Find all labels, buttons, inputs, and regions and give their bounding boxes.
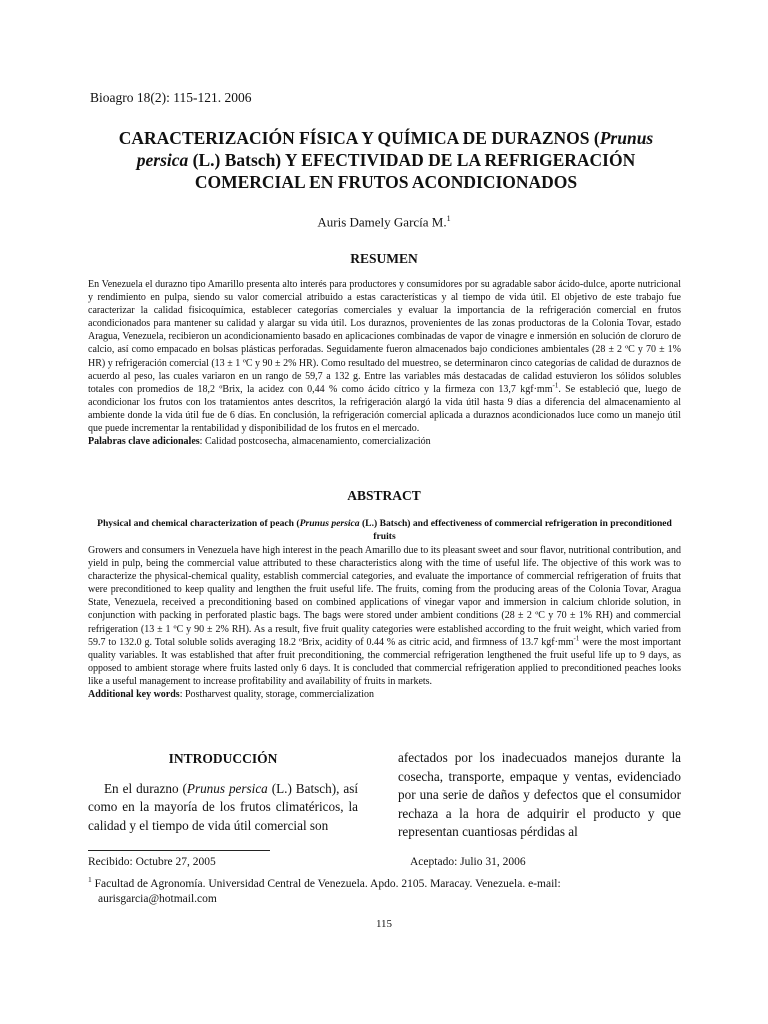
abstract-title-b: (L.) Batsch) and effectiveness of commercial refrigeration in preconditioned fruits [359,518,672,542]
intro-left-text [88,780,358,836]
intro-text-a: En el durazno ( [104,780,187,796]
intro-right-column: afectados por los inadecuados manejos durante la cosecha, transporte, empaque y ventas, evidenciado por una serie de daños y defectos que el consumidor rechaza a la hora de adquirir el producto y que representan cuantiosas pérdidas al [398,750,681,839]
abstract-text-b: were the most important quality variables. It was established that after fruit preconditioning, the commercial refrigeration lengthened the fruit useful life up to 9 days, as opposed to ambient storage where fruits lasted only 6 days. It is concluded that commercial refrigeration applied to preconditioned peaches looks like a useful management to increase profitability and availability of fruits in markets. [88,636,682,687]
intro-heading: INTRODUCCIÓN [168,751,278,766]
affiliation-footnote [88,872,681,907]
resumen-text-b: . Se estableció que, luego de acondicionar los frutos con los tratamientos antes descritos, la refrigeración alargó la vida útil hasta 9 días a diferencia del almacenamiento al ambiente donde la vida útil fue de 6 días. En conclusión, la refrigeración comercial aplicada a duraznos acondicionados luce como un manejo útil que puede incrementar la rentabilidad y disponibilidad de los frutos en el mercado. [88,383,681,435]
abstract-title-species: Prunus persica [299,518,360,529]
abstract-text-a: Growers and consumers in Venezuela have high interest in the peach Amarillo due to its pleasant sweet and sour flavor, nutritional contribution, and yield in pulp, being the commercial value attributed to these characteristics along with the time of useful life. The objective of this work was to characterize the physical-chemical quality, establish commercial categories, and evaluate the importance of commercial refrigeration of fruits that were preconditioned to keep quality and lengthen the fruit useful life. The fruits, coming from the producing areas of the Colonia Tovar, Aragua State, Venezuela, received a preconditioning based on combined applications of vinegar vapor and immersion in calcium chloride solution, in conjunction with packing in perforated plastic bags. The bags were stored under ambient conditions (28 ± 2 ºC y 70 ± 1% RH) and commercial refrigeration (13 ± 1 ºC y 90 ± 2% RH). As a result, five fruit quality categories were established according to the fruit weight, which varied from 59.7 to 132.0 g. Total soluble solids averaging 18.2 ºBrix, acidity of 0.44 % as citric acid, and firmness of 13.7 kgf·mm [88,545,681,648]
intro-species: Prunus persica [186,780,268,796]
author-affiliation-mark: 1 [446,214,451,223]
footnote-divider [88,850,270,851]
intro-text-b: (L.) Batsch), así como en la mayoría de los frutos climatéricos, la calidad y el tiempo de vida útil comercial son [88,780,358,833]
resumen-text-a: En Venezuela el durazno tipo Amarillo presenta alto interés para productores y consumidores por su agradable sabor ácido-dulce, aporte nutricional y rendimiento en pulpa, siendo su valor comercial atribuido a estas características y al tiempo de vida útil. El objetivo de este trabajo fue caracterizar la calidad fisicoquímica, establecer categorías comerciales y evaluar la importancia de la refrigeración comercial en frutos acondicionados para mantener su calidad y alargar su vida útil. Los duraznos, provenientes de las zonas productoras de la Colonia Tovar, estado Aragua, Venezuela, recibieron un acondicionamiento basado en aplicaciones combinadas de vapor de vinagre e inmersión en solución de cloruro de calcio, así como empacado en bolsas plásticas perforadas. Seguidamente fueron almacenados bajo condiciones ambientales (28 ± 2 ºC y 70 ± 1% HR) y refrigeración comercial (13 ± 1 ºC y 90 ± 2% HR). Como resultado del muestreo, se determinaron cinco categorías de calidad de duraznos de acuerdo al peso, las cuales variaron en un rango de 59,7 a 132 g. Entre las variables más destacadas de calidad estuvieron los sólidos solubles totales con promedios de 18,2 ºBrix, la acidez con 0,44 % como ácido cítrico y la firmeza con 13,7 kgf·mm [88,279,681,395]
abstract-title-a: Physical and chemical characterization of peach ( [97,518,300,529]
title-part-2: (L.) Batsch) Y EFECTIVIDAD DE LA REFRIGERACIÓN COMERCIAL EN FRUTOS ACONDICIONADOS [188,150,636,192]
abstract-keywords: : Postharvest quality, storage, commercialization [179,689,374,701]
resumen-unit-superscript: -1 [552,381,559,390]
page-number: 115 [375,918,393,930]
title-species-genus: Prunus [599,128,654,148]
title-species-epithet: persica [136,150,189,170]
title-part-1: CARACTERIZACIÓN FÍSICA Y QUÍMICA DE DURAZNOS ( [118,128,600,148]
abstract-title [88,518,681,543]
affiliation-mark: 1 [88,875,92,884]
accepted-date: Aceptado: Julio 31, 2006 [410,856,526,868]
resumen-keywords-label: Palabras clave adicionales [88,436,200,448]
affiliation-text: Facultad de Agronomía. Universidad Central de Venezuela. Apdo. 2105. Maracay. Venezuela. e-mail: [91,877,561,890]
abstract-unit-superscript: -1 [573,634,580,643]
paper-title [86,127,686,193]
resumen-keywords: : Calidad postcosecha, almacenamiento, comercialización [199,436,431,448]
abstract-body [88,544,681,701]
abstract-heading: ABSTRACT [347,488,421,503]
abstract-keywords-label: Additional key words [88,689,180,701]
intro-left-column [88,750,358,835]
journal-reference: Bioagro 18(2): 115-121. 2006 [90,90,252,105]
author-line [0,214,768,230]
resumen-body [88,278,681,448]
received-date: Recibido: Octubre 27, 2005 [88,856,216,868]
resumen-heading: RESUMEN [350,251,418,266]
author-email: aurisgarcia@hotmail.com [98,892,217,905]
author-name: Auris Damely García M. [317,214,447,230]
